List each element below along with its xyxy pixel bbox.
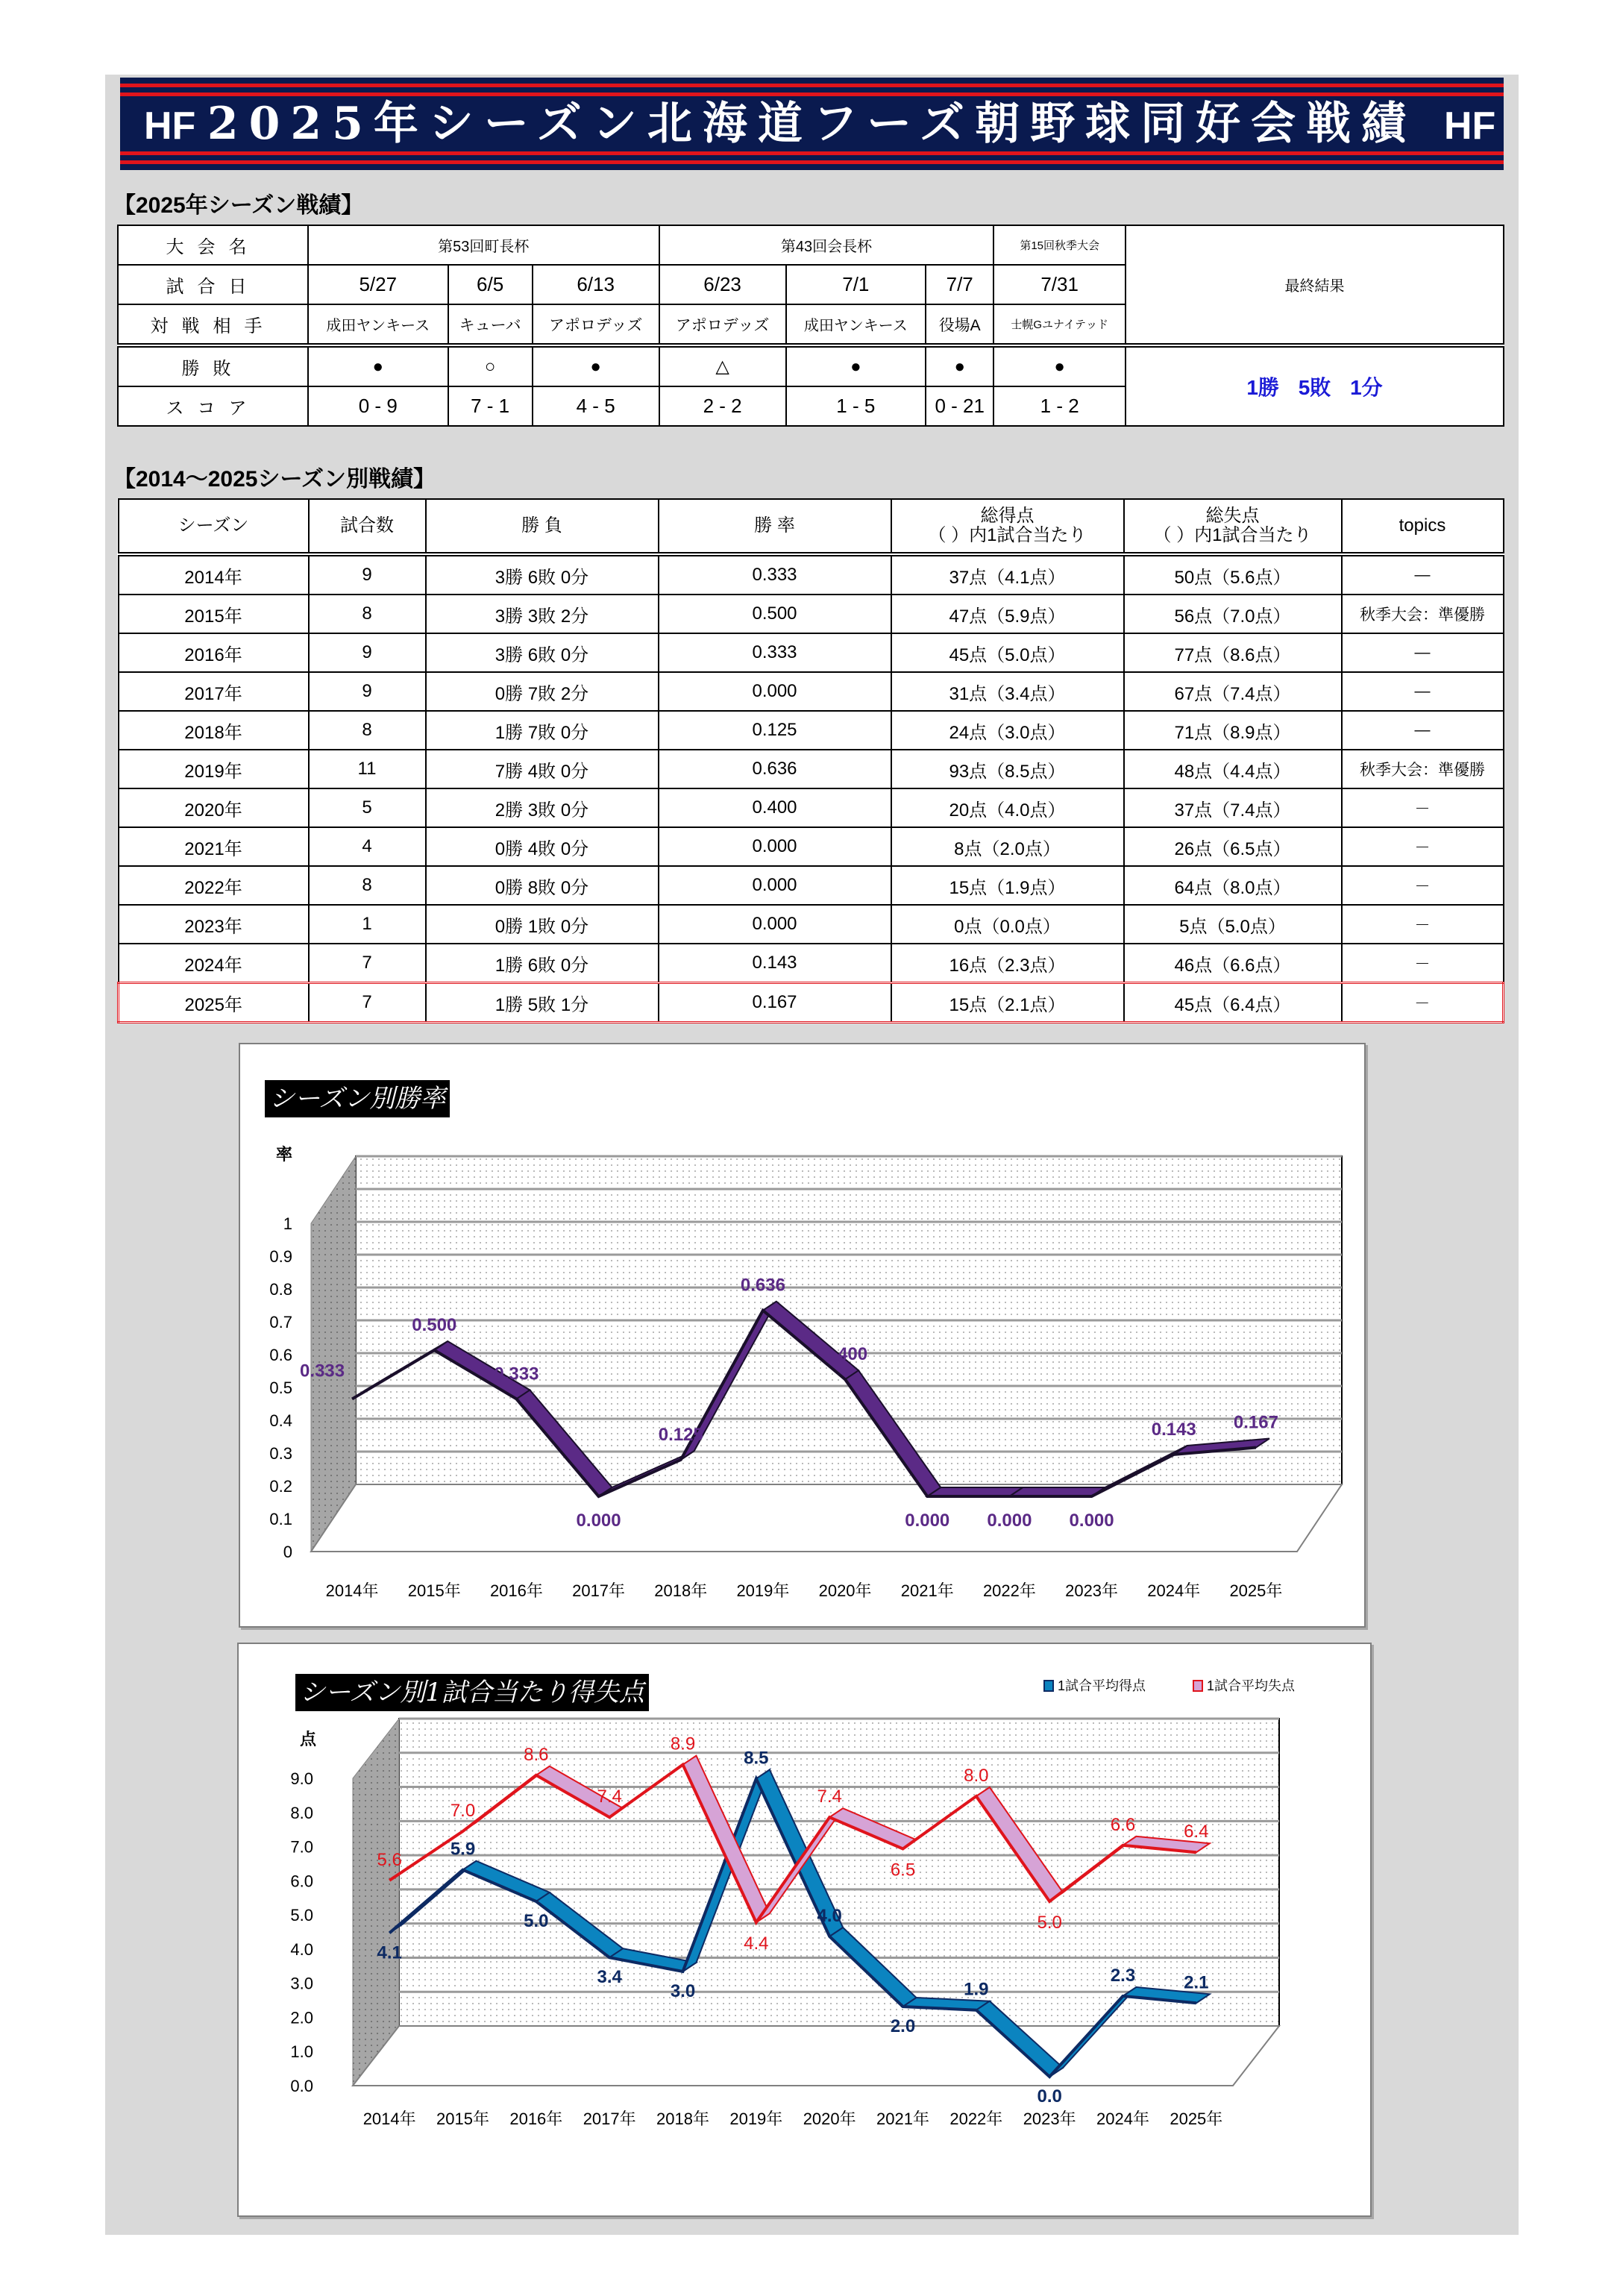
history-row [119,944,1504,983]
game-score: 1 - 2 [993,386,1126,426]
cell-scored: 16点（2.3点） [891,944,1124,983]
history-row [119,633,1504,672]
cell-season: 2024年 [119,944,309,983]
cell-win-rate: 0.000 [659,866,891,905]
data-label: 0.125 [658,1425,703,1445]
game-score: 2 - 2 [659,386,786,426]
chart-floor [353,2026,1279,2086]
win-rate-chart-svg [240,1044,1364,1626]
cell-allowed: 64点（8.0点） [1124,866,1342,905]
final-result-value: 1勝 5敗 1分 [1126,345,1504,426]
runs-per-game-chart [237,1643,1372,2217]
data-label: 2.3 [1110,1965,1136,1986]
cell-allowed: 48点（4.4点） [1124,750,1342,788]
cell-record: 0勝 4敗 0分 [426,827,659,866]
runs-per-game-chart-svg [239,1644,1370,2215]
game-result: ● [993,345,1126,386]
y-tick-label: 1 [283,1214,292,1233]
y-tick-label: 1.0 [290,2042,313,2062]
x-tick-label: 2020年 [818,1581,872,1600]
cell-topics: － [1342,827,1504,866]
x-tick-label: 2024年 [1147,1581,1201,1600]
cell-season: 2016年 [119,633,309,672]
y-tick-label: 0.5 [269,1378,292,1397]
cell-record: 7勝 4敗 0分 [426,750,659,788]
x-tick-label: 2025年 [1170,2110,1223,2128]
x-tick-label: 2016年 [489,1581,543,1600]
game-date: 5/27 [308,265,448,304]
data-label: 0.333 [300,1361,345,1381]
cell-scored: 45点（5.0点） [891,633,1124,672]
y-tick-label: 4.0 [290,1939,313,1959]
cell-topics: — [1342,554,1504,595]
x-tick-label: 2018年 [656,2110,709,2128]
cell-season: 2015年 [119,595,309,633]
cell-games: 9 [309,672,426,711]
legend-label: 1試合平均失点 [1207,1678,1296,1693]
data-label: 3.0 [670,1981,696,2001]
legend-swatch [1044,1681,1053,1691]
game-opponent: 成田ヤンキース [786,304,926,345]
game-date: 7/1 [786,265,926,304]
y-tick-label: 0.6 [269,1346,292,1364]
cell-games: 11 [309,750,426,788]
y-axis-label: 率 [276,1145,293,1164]
data-label: 8.9 [670,1734,696,1754]
cell-allowed: 67点（7.4点） [1124,672,1342,711]
x-tick-label: 2015年 [436,2110,489,2128]
data-label: 0.0 [1037,2086,1062,2107]
cell-scored: 24点（3.0点） [891,711,1124,750]
tournament-name: 第43回会長杯 [659,225,994,265]
cell-games: 8 [309,711,426,750]
data-label: 7.4 [817,1787,842,1807]
cell-games: 5 [309,788,426,827]
data-label: 8.6 [524,1744,549,1765]
cell-allowed: 45点（6.4点） [1124,983,1342,1023]
cell-scored: 37点（4.1点） [891,554,1124,595]
row-label-score: スコア [118,386,308,426]
season-2025-heading: 【2025年シーズン戦績】 [113,193,364,218]
team-logo-right [1443,100,1496,149]
cell-season: 2018年 [119,711,309,750]
cell-record: 3勝 6敗 0分 [426,633,659,672]
page-title: 2025年シーズン北海道フーズ朝野球同好会戦績 [207,98,1417,150]
y-tick-label: 0.2 [269,1477,292,1496]
cell-season: 2021年 [119,827,309,866]
cell-season: 2020年 [119,788,309,827]
history-row [119,750,1504,788]
data-label: 5.6 [377,1849,402,1870]
history-row [119,554,1504,595]
data-label: 4.4 [744,1933,769,1954]
chart-title: シーズン別勝率 [265,1080,450,1117]
cell-record: 2勝 3敗 0分 [426,788,659,827]
cell-topics: 秋季大会：準優勝 [1342,750,1504,788]
final-result-label: 最終結果 [1126,225,1504,345]
header-record: 勝 負 [426,499,659,554]
x-tick-label: 2020年 [803,2110,856,2128]
data-label: 6.6 [1110,1814,1136,1835]
cell-topics: － [1342,905,1504,944]
cell-allowed: 46点（6.6点） [1124,944,1342,983]
data-label: 0.333 [494,1364,539,1384]
row-label-opponent: 対戦相手 [118,304,308,345]
cell-season: 2023年 [119,905,309,944]
chart-title: シーズン別1試合当たり得失点 [295,1674,649,1711]
cell-record: 3勝 6敗 0分 [426,554,659,595]
y-tick-label: 3.0 [290,1974,313,1993]
legend-label: 1試合平均得点 [1058,1678,1146,1693]
history-row [119,827,1504,866]
cell-games: 1 [309,905,426,944]
game-result: ○ [448,345,533,386]
game-result: ● [926,345,993,386]
game-result: ● [308,345,448,386]
game-date: 6/5 [448,265,533,304]
cell-win-rate: 0.000 [659,672,891,711]
history-row [119,905,1504,944]
data-label: 6.5 [890,1860,916,1881]
game-opponent: アポロデッズ [533,304,659,345]
y-tick-label: 0.0 [290,2077,313,2095]
cell-allowed: 26点（6.5点） [1124,827,1342,866]
data-label: 0.000 [905,1511,950,1531]
game-score: 0 - 9 [308,386,448,426]
cell-topics: — [1342,711,1504,750]
y-tick-label: 0.1 [269,1510,292,1528]
header-games: 試合数 [309,499,426,554]
data-label: 0.167 [1233,1412,1278,1433]
cell-scored: 8点（2.0点） [891,827,1124,866]
cell-games: 4 [309,827,426,866]
data-label: 5.0 [1037,1913,1062,1933]
game-date: 6/13 [533,265,659,304]
x-tick-label: 2022年 [982,1581,1036,1600]
y-tick-label: 0.9 [269,1247,292,1266]
header-season: シーズン [119,499,309,554]
cell-record: 0勝 8敗 0分 [426,866,659,905]
history-row [119,711,1504,750]
y-axis-label: 点 [300,1730,317,1748]
game-opponent: キューバ [448,304,533,345]
cell-scored: 31点（3.4点） [891,672,1124,711]
cell-win-rate: 0.400 [659,788,891,827]
cell-games: 7 [309,944,426,983]
x-tick-label: 2021年 [876,2110,929,2128]
y-tick-label: 0.3 [269,1444,292,1463]
game-date: 6/23 [659,265,786,304]
chart-side-wall [353,1719,402,2086]
cell-games: 8 [309,866,426,905]
cell-win-rate: 0.500 [659,595,891,633]
cell-record: 1勝 5敗 1分 [426,983,659,1023]
data-label: 5.9 [450,1839,476,1860]
y-tick-label: 6.0 [290,1872,313,1891]
header-win-rate: 勝 率 [659,499,891,554]
data-label: 4.0 [817,1906,842,1926]
history-row [119,983,1504,1023]
x-tick-label: 2025年 [1229,1581,1283,1600]
x-tick-label: 2015年 [407,1581,461,1600]
data-label: 3.4 [597,1967,622,1988]
x-tick-label: 2017年 [583,2110,636,2128]
x-tick-label: 2017年 [572,1581,626,1600]
history-row [119,788,1504,827]
data-label: 0.000 [576,1511,621,1531]
game-score: 1 - 5 [786,386,926,426]
cell-games: 9 [309,633,426,672]
cell-win-rate: 0.000 [659,905,891,944]
logo-text: HF [144,104,196,148]
title-banner [120,78,1504,170]
data-label: 2.0 [890,2016,916,2036]
cell-record: 0勝 7敗 2分 [426,672,659,711]
cell-win-rate: 0.143 [659,944,891,983]
cell-scored: 20点（4.0点） [891,788,1124,827]
x-tick-label: 2014年 [325,1581,379,1600]
data-label: 0.143 [1151,1419,1196,1440]
history-heading: 【2014～2025シーズン別戦績】 [113,467,436,492]
y-tick-label: 0 [283,1543,292,1561]
game-opponent: アポロデッズ [659,304,786,345]
history-table [117,498,1504,1023]
data-label: 6.4 [1184,1822,1209,1842]
game-date: 7/7 [926,265,993,304]
logo-text: HF [1444,104,1496,148]
x-tick-label: 2014年 [362,2110,416,2128]
win-rate-chart [239,1043,1366,1628]
y-tick-label: 0.7 [269,1313,292,1332]
game-opponent: 成田ヤンキース [308,304,448,345]
game-opponent: 士幌Gユナイテッド [993,304,1126,345]
cell-allowed: 56点（7.0点） [1124,595,1342,633]
cell-win-rate: 0.000 [659,827,891,866]
cell-season: 2019年 [119,750,309,788]
y-tick-label: 7.0 [290,1837,313,1857]
y-tick-label: 8.0 [290,1803,313,1822]
cell-win-rate: 0.333 [659,633,891,672]
cell-record: 0勝 1敗 0分 [426,905,659,944]
data-label: 0.000 [1069,1511,1114,1531]
header-runs-allowed: 総失点 （ ）内1試合当たり [1124,499,1342,554]
cell-topics: － [1342,866,1504,905]
y-tick-label: 5.0 [290,1906,313,1925]
row-label-result: 勝敗 [118,345,308,386]
header-runs-scored: 総得点 （ ）内1試合当たり [891,499,1124,554]
legend-swatch [1193,1681,1202,1691]
season-2025-table [117,225,1504,427]
data-label: 1.9 [964,1979,989,2000]
x-tick-label: 2023年 [1065,1581,1119,1600]
data-label: 0.636 [740,1275,785,1296]
game-score: 0 - 21 [926,386,993,426]
x-tick-label: 2019年 [729,2110,783,2128]
header-topics: topics [1342,499,1504,554]
cell-win-rate: 0.167 [659,983,891,1023]
cell-scored: 15点（1.9点） [891,866,1124,905]
x-tick-label: 2018年 [654,1581,708,1600]
y-tick-label: 0.4 [269,1411,292,1430]
data-label: 0.000 [987,1511,1032,1531]
data-label: 8.0 [964,1766,989,1786]
cell-games: 9 [309,554,426,595]
data-label: 7.4 [597,1787,622,1807]
row-label-tournament: 大会名 [118,225,308,265]
y-tick-label: 9.0 [290,1769,313,1788]
data-label: 0.500 [412,1315,457,1335]
x-tick-label: 2022年 [949,2110,1003,2128]
game-result: △ [659,345,786,386]
x-tick-label: 2016年 [509,2110,563,2128]
cell-win-rate: 0.125 [659,711,891,750]
cell-games: 7 [309,983,426,1023]
cell-allowed: 71点（8.9点） [1124,711,1342,750]
history-row [119,595,1504,633]
game-result: ● [533,345,659,386]
game-score: 4 - 5 [533,386,659,426]
history-row [119,672,1504,711]
chart-side-wall [311,1156,356,1552]
x-tick-label: 2019年 [736,1581,790,1600]
game-opponent: 役場A [926,304,993,345]
cell-topics: — [1342,672,1504,711]
cell-win-rate: 0.333 [659,554,891,595]
chart-floor [311,1484,1342,1552]
game-result: ● [786,345,926,386]
cell-topics: — [1342,633,1504,672]
cell-topics: － [1342,944,1504,983]
game-date: 7/31 [993,265,1126,304]
cell-record: 3勝 3敗 2分 [426,595,659,633]
cell-scored: 47点（5.9点） [891,595,1124,633]
cell-topics: － [1342,983,1504,1023]
cell-scored: 15点（2.1点） [891,983,1124,1023]
cell-win-rate: 0.636 [659,750,891,788]
cell-allowed: 5点（5.0点） [1124,905,1342,944]
cell-allowed: 37点（7.4点） [1124,788,1342,827]
x-tick-label: 2023年 [1023,2110,1076,2128]
data-label: 8.5 [744,1748,769,1769]
cell-record: 1勝 6敗 0分 [426,944,659,983]
data-label: 0.400 [823,1344,868,1365]
data-label: 7.0 [450,1801,476,1821]
data-label: 2.1 [1184,1972,1209,1993]
cell-allowed: 77点（8.6点） [1124,633,1342,672]
row-label-date: 試合日 [118,265,308,304]
y-tick-label: 2.0 [290,2008,313,2027]
cell-season: 2017年 [119,672,309,711]
cell-scored: 93点（8.5点） [891,750,1124,788]
cell-season: 2025年 [119,983,309,1023]
cell-record: 1勝 7敗 0分 [426,711,659,750]
cell-topics: － [1342,788,1504,827]
cell-allowed: 50点（5.6点） [1124,554,1342,595]
tournament-name: 第53回町長杯 [308,225,659,265]
tournament-name: 第15回秋季大会 [993,225,1126,265]
cell-season: 2022年 [119,866,309,905]
cell-scored: 0点（0.0点） [891,905,1124,944]
data-label: 4.1 [377,1942,402,1963]
cell-season: 2014年 [119,554,309,595]
data-label: 5.0 [524,1911,549,1931]
cell-topics: 秋季大会：準優勝 [1342,595,1504,633]
x-tick-label: 2024年 [1096,2110,1149,2128]
y-tick-label: 0.8 [269,1280,292,1299]
game-score: 7 - 1 [448,386,533,426]
history-row [119,866,1504,905]
x-tick-label: 2021年 [900,1581,954,1600]
cell-games: 8 [309,595,426,633]
